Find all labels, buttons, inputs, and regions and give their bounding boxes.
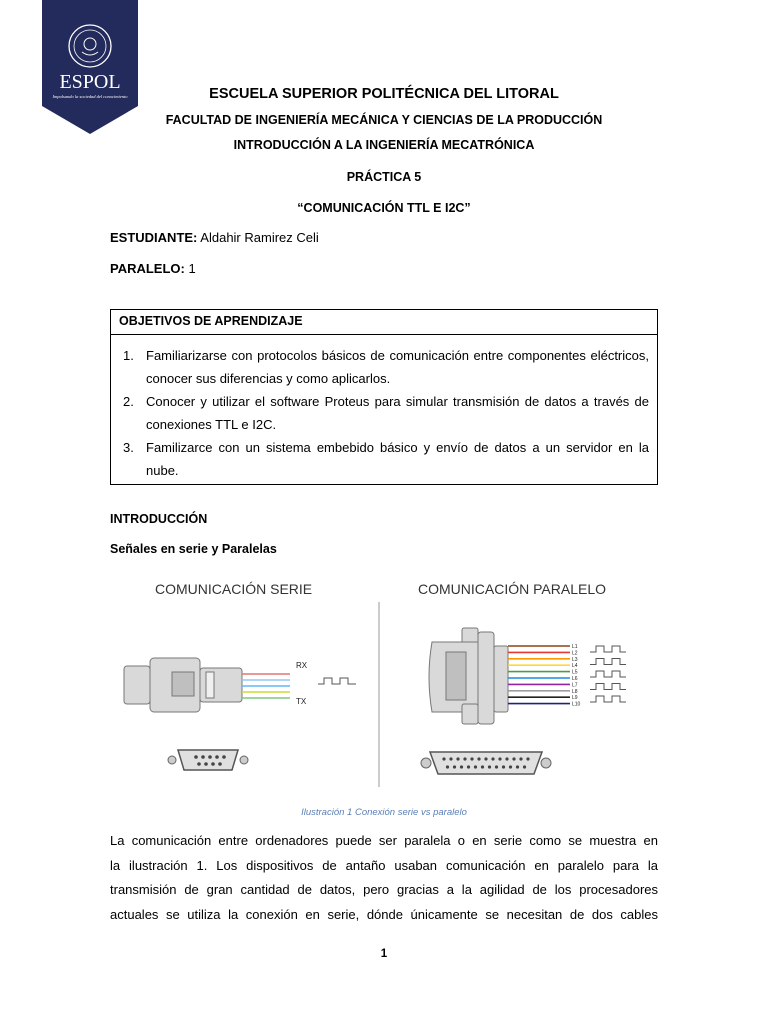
parallel-line-label: L1 — [572, 644, 578, 650]
intro-subheading: Señales en serie y Paralelas — [110, 542, 277, 556]
institution-title: ESCUELA SUPERIOR POLITÉCNICA DEL LITORAL — [209, 86, 559, 102]
parallel-line-label: L3 — [572, 656, 578, 663]
db25-pin — [446, 765, 449, 768]
objective-text: Conocer y utilizar el software Proteus para simular transmisión de datos a través de conexiones TTL e I2C. — [146, 394, 649, 432]
db25-pin — [488, 765, 491, 768]
parallel-line-label: L2 — [572, 650, 578, 657]
db25-pin — [526, 757, 529, 760]
objective-text: Familizarce con un sistema embebido básico y envío de datos a un servidor en la nube. — [146, 440, 649, 478]
objectives-list — [111, 335, 657, 482]
figure-caption: Ilustración 1 Conexión serie vs paralelo — [301, 807, 467, 818]
db25-pin — [484, 757, 487, 760]
db25-pin — [519, 757, 522, 760]
db9-connector-side — [124, 658, 242, 712]
db25-pin — [453, 765, 456, 768]
serial-signal — [318, 678, 356, 684]
paralelo-value: 1 — [188, 261, 196, 276]
paragraph-line: La comunicación entre ordenadores puede ser paralela o en serie como se muestra en — [110, 833, 658, 848]
parallel-line-label: L4 — [572, 663, 578, 670]
paragraph-line: actuales se utiliza la conexión en serie, dónde únicamente se necesitan de dos cables — [110, 906, 658, 922]
objective-number: 1. — [123, 348, 134, 363]
db25-pin — [460, 765, 463, 768]
parallel-line-labels — [572, 644, 581, 708]
paralelo-label: PARALELO: — [110, 261, 185, 276]
parallel-signals — [590, 646, 626, 702]
db25-pin — [523, 765, 526, 768]
db25-pin — [456, 757, 459, 760]
student-label: ESTUDIANTE: — [110, 230, 198, 245]
db25-pin — [491, 757, 494, 760]
parallel-line-label: L5 — [572, 669, 578, 676]
db25-pin — [442, 757, 445, 760]
db25-pin — [505, 757, 508, 760]
student-value: Aldahir Ramirez Celi — [200, 230, 319, 245]
db9-connector-front — [168, 750, 248, 770]
db25-pin — [495, 765, 498, 768]
parallel-signal — [590, 684, 626, 690]
paragraph-line: la ilustración 1. Los dispositivos de antaño usaban comunicación en paralelo para la — [110, 857, 658, 873]
objective-number: 2. — [123, 394, 134, 409]
parallel-title: COMUNICACIÓN PARALELO — [418, 581, 606, 597]
parallel-wires — [508, 646, 570, 704]
objective-text: Familiarizarse con protocolos básicos de comunicación entre componentes eléctricos, conocer sus diferencias y como aplicarlos. — [146, 348, 649, 386]
parallel-signal — [590, 671, 626, 677]
db25-pin — [516, 765, 519, 768]
db25-pin — [481, 765, 484, 768]
serial-title: COMUNICACIÓN SERIE — [155, 581, 313, 597]
parallel-signal — [590, 696, 626, 702]
faculty-title: FACULTAD DE INGENIERÍA MECÁNICA Y CIENCIAS DE LA PRODUCCIÓN — [165, 113, 603, 127]
objective-item — [111, 390, 657, 436]
svg-text:Impulsando la sociedad del con: Impulsando la sociedad del conocimiento — [52, 94, 128, 99]
serial-parallel-figure — [110, 572, 658, 792]
parallel-line-label: L6 — [572, 676, 578, 682]
practice-title: PRÁCTICA 5 — [346, 170, 422, 184]
objectives-box — [110, 309, 658, 485]
db25-pin — [512, 757, 515, 760]
intro-paragraph — [110, 829, 658, 927]
db25-pin — [502, 765, 505, 768]
objective-number: 3. — [123, 440, 134, 455]
student-field — [110, 230, 319, 245]
db25-pin — [477, 757, 480, 760]
parallel-signal — [590, 659, 626, 665]
parallel-signal — [590, 646, 626, 652]
page-number: 1 — [380, 948, 388, 960]
parallel-line-label: L9 — [572, 695, 578, 702]
db25-pin — [509, 765, 512, 768]
objectives-title: OBJETIVOS DE APRENDIZAJE — [111, 310, 657, 335]
intro-heading: INTRODUCCIÓN — [110, 512, 208, 526]
db25-pin — [474, 765, 477, 768]
parallel-line-label: L10 — [572, 701, 581, 708]
objective-item — [111, 436, 657, 482]
db25-connector-side — [429, 628, 508, 724]
db25-connector-front — [421, 752, 551, 774]
db25-pin — [470, 757, 473, 760]
db25-pin — [498, 757, 501, 760]
tx-label: TX — [296, 697, 307, 706]
topic-title: “COMUNICACIÓN TTL E I2C” — [297, 201, 471, 215]
course-title: INTRODUCCIÓN A LA INGENIERÍA MECATRÓNICA — [233, 138, 535, 152]
paragraph-line: transmisión de gran cantidad de datos, pero gracias a la agilidad de los procesadores — [110, 882, 658, 897]
paralelo-field — [110, 261, 196, 276]
objective-item — [111, 344, 657, 390]
parallel-line-label: L8 — [572, 688, 578, 695]
svg-text:ESPOL: ESPOL — [59, 71, 121, 93]
db25-pin — [463, 757, 466, 760]
rx-label: RX — [296, 661, 308, 670]
db25-pin — [467, 765, 470, 768]
db25-pin — [449, 757, 452, 760]
parallel-line-label: L7 — [572, 682, 578, 689]
